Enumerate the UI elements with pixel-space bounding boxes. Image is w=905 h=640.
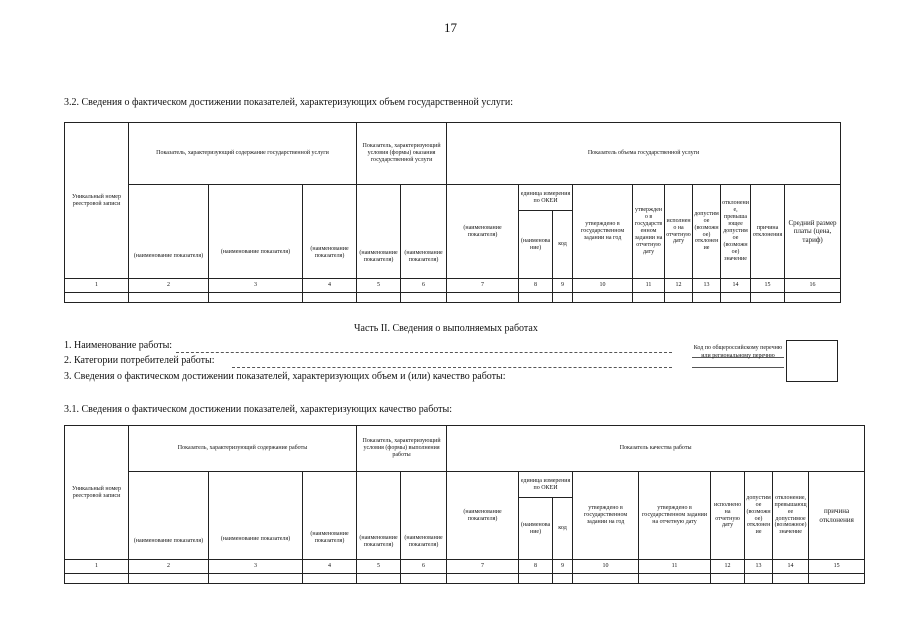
- header-quality-group: Показатель качества работы: [447, 426, 865, 472]
- header-conditions-group: Показатель, характеризующий условия (формы) оказания государственной услуги: [357, 123, 447, 185]
- header-executed: исполнено на отчетную дату: [665, 185, 693, 279]
- column-number: 15: [751, 279, 785, 293]
- column-number: 5: [357, 560, 401, 574]
- column-number: 14: [773, 560, 809, 574]
- header-approved-year: утверждено в государственном задании на год: [573, 472, 639, 560]
- registry-code-label: Код по общероссийскому перечню или региональному перечню: [693, 345, 783, 360]
- column-numbers-row: [65, 279, 841, 293]
- column-number: 10: [573, 279, 633, 293]
- table-cell[interactable]: [303, 293, 357, 303]
- column-number: 2: [129, 279, 209, 293]
- table-cell[interactable]: [519, 293, 553, 303]
- header-unique-number: Уникальный номер реестровой записи: [65, 426, 129, 560]
- table-cell[interactable]: [65, 574, 129, 584]
- column-number: 9: [553, 279, 573, 293]
- column-number: 2: [129, 560, 209, 574]
- consumer-category-line: [232, 367, 672, 368]
- header-content-group: Показатель, характеризующий содержание государственной услуги: [129, 123, 357, 185]
- table-cell[interactable]: [553, 574, 573, 584]
- section-3-2-title: 3.2. Сведения о фактическом достижении показателей, характеризующих объем государственной услуги:: [64, 97, 514, 108]
- column-number: 1: [65, 279, 129, 293]
- header-indicator-c: (наименование показателя): [303, 472, 357, 560]
- table-cell[interactable]: [553, 293, 573, 303]
- header-indicator-b: (наименование показателя): [209, 185, 303, 279]
- table-row: [65, 574, 865, 584]
- quality-table: [64, 425, 865, 584]
- header-approved-date: утверждено в государственном задании на отчетную дату: [639, 472, 711, 560]
- header-indicator-a: (наименование показателя): [129, 472, 209, 560]
- section-3-1-title: 3.1. Сведения о фактическом достижении показателей, характеризующих качество работы:: [64, 404, 453, 415]
- column-number: 5: [357, 279, 401, 293]
- header-unique-number: Уникальный номер реестровой записи: [65, 123, 129, 279]
- table-cell[interactable]: [303, 574, 357, 584]
- table-cell[interactable]: [711, 574, 745, 584]
- table-cell[interactable]: [209, 574, 303, 584]
- consumer-category-label: 2. Категории потребителей работы:: [64, 355, 215, 366]
- column-number: 9: [553, 560, 573, 574]
- header-allowed-deviation: допустимое (возможное) отклонение: [745, 472, 773, 560]
- header-approved-year: утверждено в государственном задании на год: [573, 185, 633, 279]
- work-facts-label: 3. Сведения о фактическом достижении показателей, характеризующих объем и (или) качество работы:: [64, 371, 506, 382]
- header-condition-a: (наименование показателя): [357, 472, 401, 560]
- table-cell[interactable]: [639, 574, 711, 584]
- column-number: 6: [401, 279, 447, 293]
- table-cell[interactable]: [773, 574, 809, 584]
- column-number: 13: [693, 279, 721, 293]
- header-volume-group: Показатель объема государственной услуги: [447, 123, 841, 185]
- column-number: 15: [809, 560, 865, 574]
- table-cell[interactable]: [129, 574, 209, 584]
- header-unit-code: код: [553, 211, 573, 279]
- header-average-price: Средний размер платы (цена, тариф): [785, 185, 841, 279]
- table-cell[interactable]: [721, 293, 751, 303]
- column-number: 3: [209, 279, 303, 293]
- volume-table: [64, 122, 841, 303]
- code-label-line-2: [692, 367, 784, 368]
- header-deviation-over: отклонение, превышающее допустимое (возможное) значение: [721, 185, 751, 279]
- header-conditions-group: Показатель, характеризующий условия (формы) выполнения работы: [357, 426, 447, 472]
- table-cell[interactable]: [633, 293, 665, 303]
- registry-code-box[interactable]: [786, 340, 838, 382]
- table-cell[interactable]: [447, 574, 519, 584]
- header-unit-name: (наименование): [519, 498, 553, 560]
- header-unit-code: код: [553, 498, 573, 560]
- header-unit-okei: единица измерения по ОКЕИ: [519, 472, 573, 498]
- table-cell[interactable]: [573, 574, 639, 584]
- work-name-label: 1. Наименование работы:: [64, 340, 173, 351]
- column-number: 8: [519, 560, 553, 574]
- header-reason: причина отклонения: [809, 472, 865, 560]
- header-condition-b: (наименование показателя): [401, 185, 447, 279]
- table-cell[interactable]: [693, 293, 721, 303]
- column-number: 10: [573, 560, 639, 574]
- table-cell[interactable]: [401, 293, 447, 303]
- table-cell[interactable]: [751, 293, 785, 303]
- column-number: 11: [633, 279, 665, 293]
- table-cell[interactable]: [745, 574, 773, 584]
- header-unit-okei: единица измерения по ОКЕИ: [519, 185, 573, 211]
- table-cell[interactable]: [209, 293, 303, 303]
- table-cell[interactable]: [357, 293, 401, 303]
- table-cell[interactable]: [447, 293, 519, 303]
- header-reason: причина отклонения: [751, 185, 785, 279]
- column-number: 13: [745, 560, 773, 574]
- header-approved-date: утверждено в государственном задании на отчетную дату: [633, 185, 665, 279]
- header-volume-name: (наименование показателя): [447, 185, 519, 279]
- work-name-line: [176, 352, 672, 353]
- column-number: 7: [447, 560, 519, 574]
- header-indicator-c: (наименование показателя): [303, 185, 357, 279]
- part-2-title: Часть II. Сведения о выполняемых работах: [354, 323, 538, 334]
- table-cell[interactable]: [665, 293, 693, 303]
- table-cell[interactable]: [129, 293, 209, 303]
- column-number: 7: [447, 279, 519, 293]
- page-number: 17: [444, 20, 457, 35]
- table-cell[interactable]: [573, 293, 633, 303]
- header-unit-name: (наименование): [519, 211, 553, 279]
- column-number: 12: [665, 279, 693, 293]
- header-quality-name: (наименование показателя): [447, 472, 519, 560]
- header-condition-a: (наименование показателя): [357, 185, 401, 279]
- header-content-group: Показатель, характеризующий содержание работы: [129, 426, 357, 472]
- header-allowed-deviation: допустимое (возможное) отклонение: [693, 185, 721, 279]
- table-cell[interactable]: [401, 574, 447, 584]
- column-number: 4: [303, 279, 357, 293]
- header-executed: исполнено на отчетную дату: [711, 472, 745, 560]
- column-number: 3: [209, 560, 303, 574]
- column-number: 16: [785, 279, 841, 293]
- column-number: 6: [401, 560, 447, 574]
- column-number: 8: [519, 279, 553, 293]
- column-numbers-row: [65, 560, 865, 574]
- header-indicator-a: (наименование показателя): [129, 185, 209, 279]
- column-number: 11: [639, 560, 711, 574]
- header-deviation-over: отклонение, превышающее допустимое (возможное) значение: [773, 472, 809, 560]
- table-row: [65, 293, 841, 303]
- column-number: 12: [711, 560, 745, 574]
- column-number: 14: [721, 279, 751, 293]
- table-cell[interactable]: [519, 574, 553, 584]
- column-number: 4: [303, 560, 357, 574]
- table-cell[interactable]: [809, 574, 865, 584]
- table-cell[interactable]: [785, 293, 841, 303]
- table-cell[interactable]: [357, 574, 401, 584]
- header-condition-b: (наименование показателя): [401, 472, 447, 560]
- table-cell[interactable]: [65, 293, 129, 303]
- column-number: 1: [65, 560, 129, 574]
- header-indicator-b: (наименование показателя): [209, 472, 303, 560]
